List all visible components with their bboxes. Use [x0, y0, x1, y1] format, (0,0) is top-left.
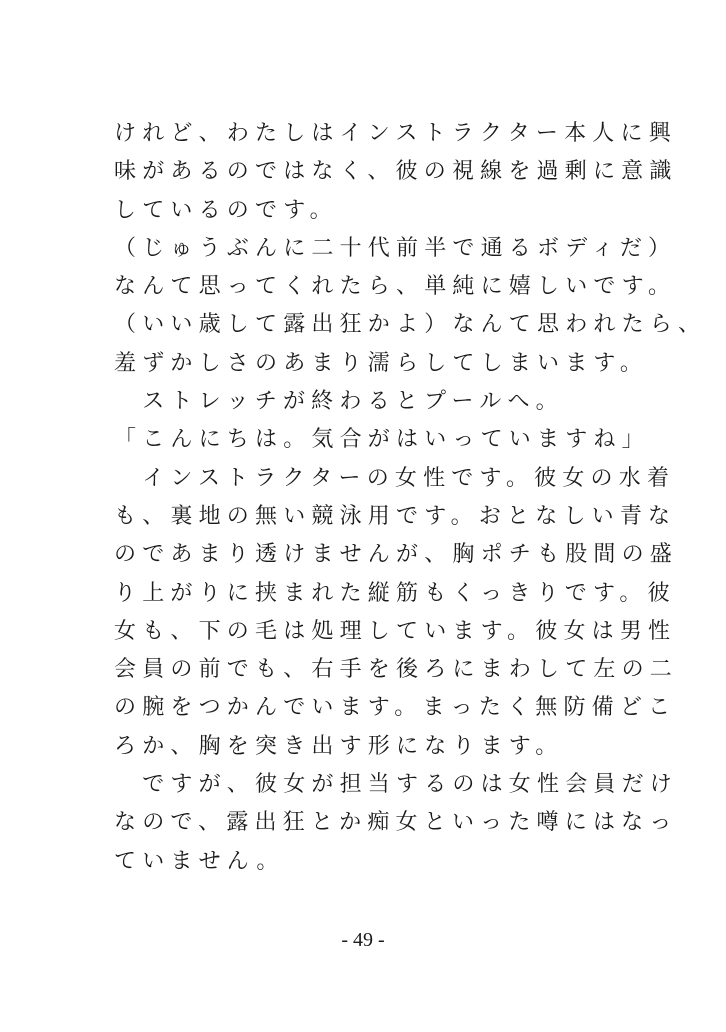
text-line: けれど、わたしはインストラクター本人に興: [114, 121, 677, 146]
page-number: - 49 -: [341, 929, 385, 951]
text-line: （じゅうぶんに二十代前半で通るボディだ）: [114, 235, 677, 261]
text-line: （いい歳して露出狂かよ）なんて思われたら、: [114, 312, 707, 338]
text-line: なので、露出狂とか痴女といった噂にはなっ: [114, 810, 678, 836]
text-line: しているのです。: [114, 197, 338, 223]
text-line: 「こんにちは。気合がはいっていますね」: [114, 427, 650, 453]
text-line: り上がりに挟まれた縦筋もくっきりです。彼: [114, 580, 676, 606]
text-line: ろか、胸を突き出す形になります。: [114, 733, 564, 759]
text-line: ていません。: [114, 848, 285, 874]
text-line: も、裏地の無い競泳用です。おとなしい青な: [114, 503, 677, 529]
text-line: の腕をつかんでいます。まったく無防備どこ: [114, 695, 677, 721]
text-line: のであまり透けませんが、胸ポチも股間の盛: [114, 542, 679, 568]
text-line: インストラクターの女性です。彼女の水着: [114, 465, 676, 491]
text-line: ですが、彼女が担当するのは女性会員だけ: [114, 772, 679, 798]
body-text: [114, 115, 707, 881]
text-line: 羞ずかしさのあまり濡らしてしまいます。: [114, 350, 649, 376]
text-line: 会員の前でも、右手を後ろにまわして左の二: [114, 657, 679, 683]
text-line: 女も、下の毛は処理しています。彼女は男性: [114, 618, 677, 644]
text-line: 味があるのではなく、彼の視線を過剰に意識: [114, 159, 678, 185]
text-line: なんて思ってくれたら、単純に嬉しいです。: [114, 274, 677, 300]
text-line: ストレッチが終わるとプールへ。: [114, 389, 564, 415]
